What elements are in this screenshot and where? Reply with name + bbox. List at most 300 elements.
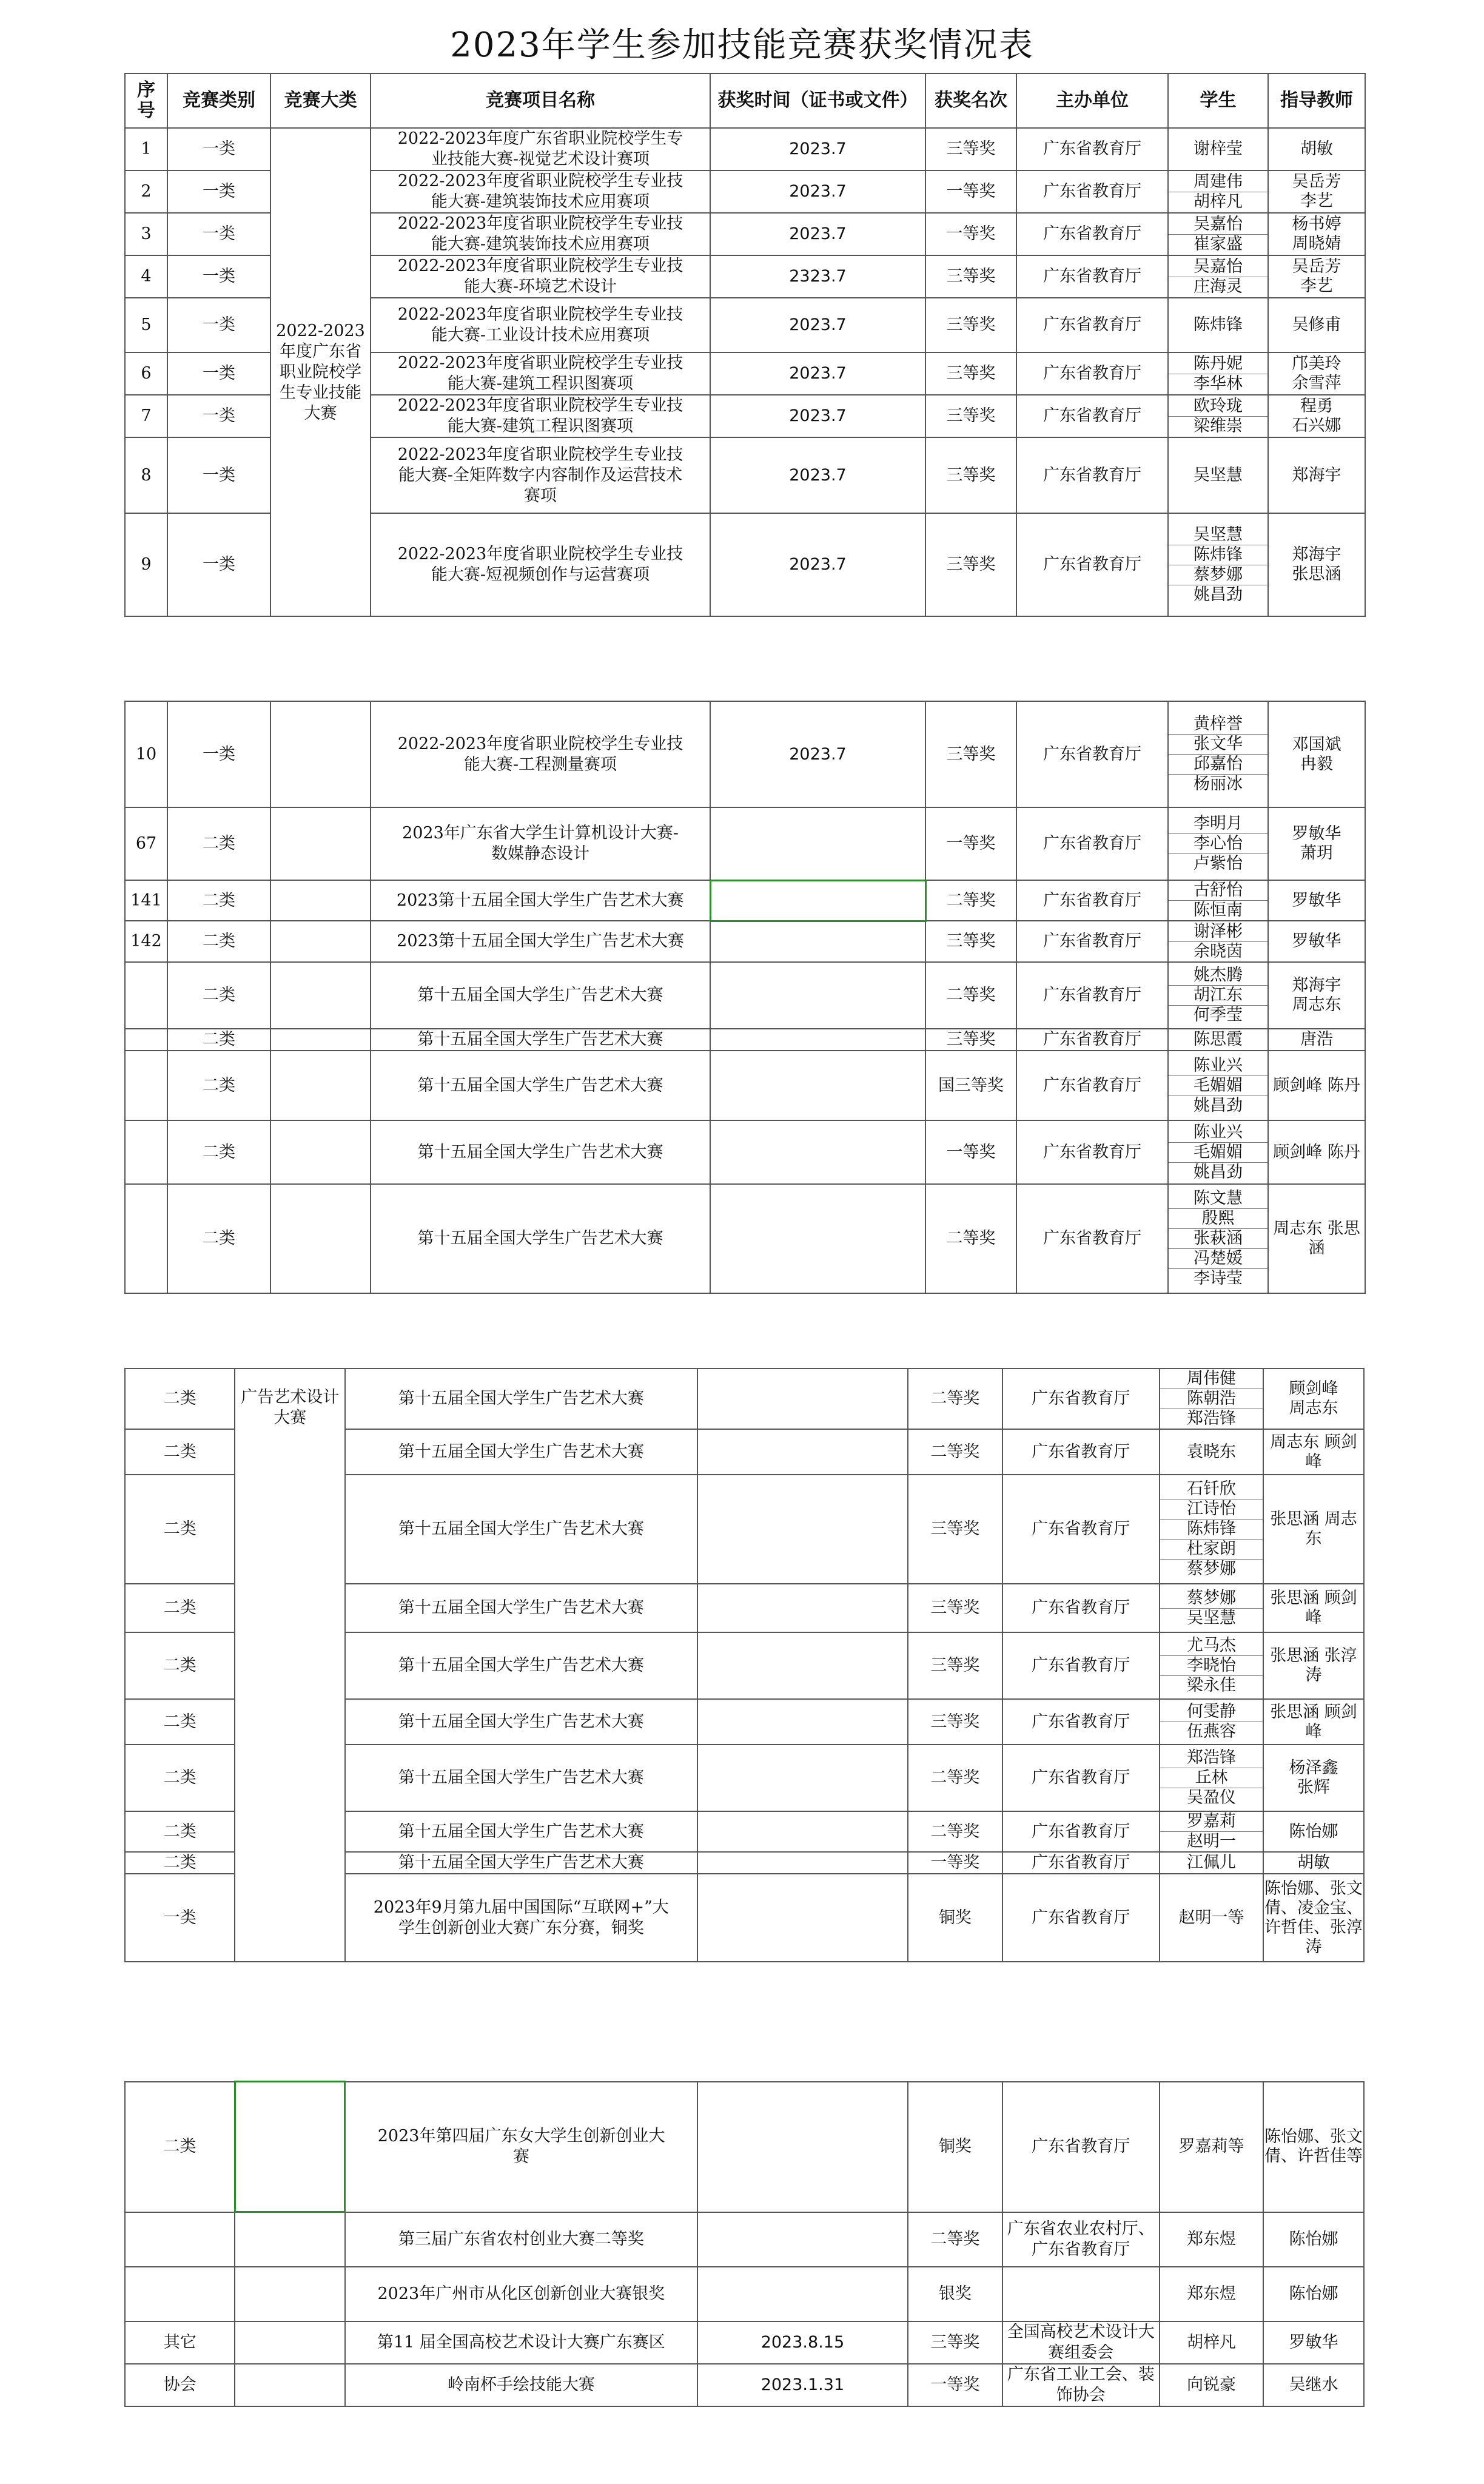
student-cell: [1168, 701, 1268, 807]
student-cell-entry: 杨丽冰: [1194, 775, 1243, 793]
project-name-cell: 2022-2023年度省职业院校学生专业技能大赛-工业设计技术应用赛项: [371, 298, 710, 352]
host-cell: [1002, 2267, 1160, 2321]
teacher-cell-entry: 吴岳芳: [1292, 172, 1341, 191]
rank-cell: 一等奖: [908, 1852, 1002, 1874]
time-cell: 2023.7: [710, 395, 925, 437]
teacher-cell-entry: 萧玥: [1300, 844, 1333, 863]
student-cell-entry: 李华林: [1194, 374, 1243, 393]
student-cell-entry: 谢泽彬: [1169, 922, 1267, 942]
teacher-cell-entry: 李艺: [1300, 192, 1333, 210]
rank-cell: 一等奖: [925, 807, 1016, 880]
project-name-cell: 第11 届全国高校艺术设计大赛广东赛区: [345, 2321, 697, 2364]
student-cell: [1168, 1184, 1268, 1293]
time-cell: 2023.7: [710, 298, 925, 352]
teacher-cell: [1268, 701, 1365, 807]
student-cell-entry: 周伟健: [1160, 1369, 1263, 1389]
rank-cell: 三等奖: [925, 1029, 1016, 1051]
rank-cell: 一等奖: [908, 2364, 1002, 2406]
time-cell: 2023.7: [710, 352, 925, 395]
student-cell: [1168, 1051, 1268, 1120]
time-cell: 2023.7: [710, 213, 925, 255]
teacher-cell: [1268, 437, 1365, 513]
time-cell: [710, 921, 925, 962]
teacher-cell: [1268, 255, 1365, 298]
student-cell-entry: 吴嘉怡: [1169, 215, 1267, 235]
category-cell: 二类: [167, 1029, 270, 1051]
student-cell-entry: 蔡梦娜: [1169, 565, 1267, 585]
host-cell: 广东省教育厅: [1016, 513, 1168, 616]
category-cell: 二类: [167, 1051, 270, 1120]
student-cell-entry: 陈丹妮: [1169, 354, 1267, 374]
student-cell: [1168, 298, 1268, 352]
teacher-cell-entry: 张思涵: [1292, 565, 1341, 584]
student-cell-entry: 李晓怡: [1160, 1656, 1263, 1676]
teacher-cell-entry: 郑海宇: [1292, 545, 1341, 564]
teacher-cell-entry: 陈怡娜: [1289, 2229, 1338, 2249]
host-cell: 广东省教育厅: [1016, 807, 1168, 880]
page-title: 2023年学生参加技能竞赛获奖情况表: [450, 25, 1034, 65]
time-cell: [697, 1811, 908, 1852]
teacher-cell: [1268, 1029, 1365, 1051]
project-name-cell: 岭南杯手绘技能大赛: [345, 2364, 697, 2406]
host-cell: 广东省教育厅: [1016, 1029, 1168, 1051]
seq-cell: [125, 1120, 167, 1184]
category-cell: 一类: [167, 128, 270, 170]
time-cell: [710, 1184, 925, 1293]
student-cell-entry: 杜家朗: [1160, 1540, 1263, 1560]
seq-cell: 7: [125, 395, 167, 437]
host-cell: 广东省教育厅: [1016, 170, 1168, 213]
student-cell-entry: 郑东煜: [1186, 2229, 1236, 2249]
student-cell-entry: 陈炜锋: [1194, 315, 1243, 334]
project-name-cell: 第十五届全国大学生广告艺术大赛: [345, 1852, 697, 1874]
category-cell: 协会: [125, 2364, 235, 2406]
project-name-cell: 2023第十五届全国大学生广告艺术大赛: [371, 880, 710, 921]
category-cell: 一类: [167, 513, 270, 616]
category-cell: 二类: [167, 880, 270, 921]
time-cell: [697, 1584, 908, 1632]
teacher-cell: [1268, 298, 1365, 352]
major-cell: [270, 1120, 371, 1184]
host-cell: 广东省教育厅: [1016, 962, 1168, 1029]
project-name-cell: 2022-2023年度广东省职业院校学生专业技能大赛-视觉艺术设计赛项: [371, 128, 710, 170]
student-cell-entry: 江佩儿: [1186, 1853, 1236, 1872]
student-cell-entry: 余晓茵: [1194, 941, 1243, 961]
category-cell: [125, 2267, 235, 2321]
awards-table-part-1: [124, 73, 1366, 617]
student-cell-entry: 陈思霞: [1194, 1030, 1243, 1049]
student-cell-entry: 江诗怡: [1160, 1499, 1263, 1520]
seq-cell: [125, 1029, 167, 1051]
project-name-cell: 第十五届全国大学生广告艺术大赛: [345, 1745, 697, 1811]
project-name-cell: 2022-2023年度省职业院校学生专业技能大赛-全矩阵数字内容制作及运营技术赛项: [371, 437, 710, 513]
project-name-cell: 第十五届全国大学生广告艺术大赛: [371, 962, 710, 1029]
time-cell: [697, 1852, 908, 1874]
student-cell-entry: 陈业兴: [1169, 1123, 1267, 1143]
student-cell-entry: 郑东煜: [1186, 2284, 1236, 2303]
student-cell-entry: 陈炜锋: [1160, 1520, 1263, 1540]
seq-cell: [125, 1184, 167, 1293]
teacher-cell-entry: 顾剑峰 陈丹: [1273, 1075, 1360, 1095]
teacher-cell: [1263, 1475, 1364, 1584]
student-cell-entry: 石钎欣: [1160, 1479, 1263, 1499]
header-teacher: 指导教师: [1268, 73, 1365, 128]
student-cell-entry: 丘林: [1160, 1768, 1263, 1788]
category-cell: 一类: [167, 255, 270, 298]
teacher-cell-entry: 余雪萍: [1292, 374, 1341, 392]
host-cell: 广东省教育厅: [1002, 1368, 1160, 1429]
teacher-cell-entry: 张思涵 顾剑峰: [1270, 1702, 1357, 1741]
teacher-cell: [1263, 2364, 1364, 2406]
teacher-cell-entry: 陈怡娜: [1289, 1822, 1338, 1841]
rank-cell: 国三等奖: [925, 1051, 1016, 1120]
student-cell: [1168, 1120, 1268, 1184]
student-cell-entry: 李明月: [1169, 814, 1267, 834]
teacher-cell-entry: 顾剑峰 陈丹: [1273, 1142, 1360, 1162]
seq-cell: 67: [125, 807, 167, 880]
table-row: [125, 2082, 1364, 2212]
teacher-cell-entry: 周志东: [1292, 995, 1341, 1014]
student-cell-entry: 梁维崇: [1194, 416, 1243, 436]
project-name-cell: 第十五届全国大学生广告艺术大赛: [345, 1699, 697, 1745]
table-row: [125, 2321, 1364, 2364]
table-section-4: [124, 2081, 1365, 2407]
project-name-cell: 2023年广州市从化区创新创业大赛银奖: [345, 2267, 697, 2321]
time-cell: [710, 880, 925, 921]
teacher-cell-entry: 周晓婧: [1292, 234, 1341, 253]
category-cell: 二类: [125, 1632, 235, 1699]
major-cell: [270, 962, 371, 1029]
teacher-cell-entry: 张思涵 张淳涛: [1270, 1646, 1357, 1685]
time-cell: [697, 2212, 908, 2267]
host-cell: 广东省教育厅: [1016, 352, 1168, 395]
student-cell: [1168, 513, 1268, 616]
rank-cell: 二等奖: [908, 1368, 1002, 1429]
rank-cell: 一等奖: [925, 213, 1016, 255]
project-name-cell: 第三届广东省农村创业大赛二等奖: [345, 2212, 697, 2267]
project-name-cell: 第十五届全国大学生广告艺术大赛: [345, 1429, 697, 1475]
student-cell-entry: 庄海灵: [1194, 277, 1243, 296]
teacher-cell: [1263, 1429, 1364, 1475]
teacher-cell-entry: 张思涵 周志东: [1270, 1510, 1357, 1548]
student-cell: [1160, 1874, 1263, 1962]
student-cell-entry: 黄梓誉: [1169, 715, 1267, 735]
header-project: 竞赛项目名称: [371, 73, 710, 128]
time-cell: 2023.7: [710, 513, 925, 616]
teacher-cell-entry: 吴岳芳: [1292, 257, 1341, 276]
table-row: [125, 2267, 1364, 2321]
category-cell: 二类: [167, 1184, 270, 1293]
teacher-cell-entry: 吴修甫: [1292, 315, 1341, 334]
rank-cell: 三等奖: [925, 298, 1016, 352]
table-row: [125, 962, 1365, 1029]
major-cell: [270, 1029, 371, 1051]
time-cell: 2023.7: [710, 170, 925, 213]
category-cell: 二类: [125, 1811, 235, 1852]
header-major: 竞赛大类: [270, 73, 371, 128]
student-cell-entry: 崔家盛: [1194, 234, 1243, 254]
project-name-cell: 2022-2023年度省职业院校学生专业技能大赛-短视频创作与运营赛项: [371, 513, 710, 616]
major-cell: [270, 701, 371, 807]
header-category: 竞赛类别: [167, 73, 270, 128]
rank-cell: 三等奖: [908, 1699, 1002, 1745]
table-section-2: [124, 701, 1365, 1294]
header-seq: 序号: [125, 73, 167, 128]
student-cell: [1168, 128, 1268, 170]
seq-cell: [125, 962, 167, 1029]
category-cell: 二类: [167, 921, 270, 962]
rank-cell: 三等奖: [925, 128, 1016, 170]
rank-cell: 三等奖: [925, 352, 1016, 395]
project-name-cell: 2022-2023年度省职业院校学生专业技能大赛-环境艺术设计: [371, 255, 710, 298]
student-cell-entry: 罗嘉莉: [1160, 1812, 1263, 1832]
rank-cell: 二等奖: [925, 962, 1016, 1029]
teacher-cell: [1268, 807, 1365, 880]
teacher-cell: [1268, 513, 1365, 616]
student-cell: [1160, 2212, 1263, 2267]
project-name-cell: 2022-2023年度省职业院校学生专业技能大赛-建筑工程识图赛项: [371, 395, 710, 437]
category-cell: 二类: [125, 1745, 235, 1811]
table-row: [125, 880, 1365, 921]
host-cell: 广东省农业农村厅、广东省教育厅: [1002, 2212, 1160, 2267]
rank-cell: 二等奖: [908, 1811, 1002, 1852]
project-name-cell: 第十五届全国大学生广告艺术大赛: [345, 1584, 697, 1632]
student-cell-entry: 姚杰腾: [1169, 966, 1267, 986]
student-cell: [1168, 255, 1268, 298]
rank-cell: 三等奖: [925, 513, 1016, 616]
time-cell: [710, 807, 925, 880]
teacher-cell-entry: 陈怡娜、张文倩、许哲佳等: [1264, 2127, 1363, 2166]
project-name-cell: 第十五届全国大学生广告艺术大赛: [345, 1475, 697, 1584]
student-cell-entry: 姚昌劲: [1194, 1162, 1243, 1182]
seq-cell: [125, 1051, 167, 1120]
student-cell-entry: 吴嘉怡: [1169, 257, 1267, 277]
teacher-cell: [1263, 1874, 1364, 1962]
host-cell: 广东省工业工会、装饰协会: [1002, 2364, 1160, 2406]
project-name-cell: 2023年9月第九届中国国际“互联网+”大学生创新创业大赛广东分赛，铜奖: [345, 1874, 697, 1962]
student-cell: [1168, 395, 1268, 437]
project-name-cell: 第十五届全国大学生广告艺术大赛: [345, 1632, 697, 1699]
rank-cell: 二等奖: [908, 2212, 1002, 2267]
section-1-body: [125, 128, 1365, 616]
host-cell: 广东省教育厅: [1016, 701, 1168, 807]
category-cell: 一类: [125, 1874, 235, 1962]
header-time: 获奖时间（证书或文件）: [710, 73, 925, 128]
student-cell-entry: 袁晓东: [1186, 1442, 1236, 1461]
time-cell: [710, 1051, 925, 1120]
section-4-body: [125, 2082, 1364, 2406]
student-cell-entry: 胡梓凡: [1194, 192, 1243, 211]
host-cell: 广东省教育厅: [1016, 1120, 1168, 1184]
teacher-cell: [1268, 880, 1365, 921]
seq-cell: 141: [125, 880, 167, 921]
host-cell: 广东省教育厅: [1016, 921, 1168, 962]
student-cell-entry: 吴盈仪: [1186, 1788, 1236, 1807]
project-name-cell: 第十五届全国大学生广告艺术大赛: [371, 1029, 710, 1051]
teacher-cell: [1263, 1584, 1364, 1632]
teacher-cell-entry: 杨泽鑫: [1289, 1759, 1338, 1777]
project-name-cell: 2022-2023年度省职业院校学生专业技能大赛-工程测量赛项: [371, 701, 710, 807]
category-cell: 一类: [167, 701, 270, 807]
student-cell-entry: 郑浩锋: [1160, 1748, 1263, 1768]
teacher-cell: [1263, 1368, 1364, 1429]
teacher-cell: [1268, 395, 1365, 437]
teacher-cell-entry: 罗敏华: [1292, 890, 1341, 910]
project-name-cell: 2022-2023年度省职业院校学生专业技能大赛-建筑工程识图赛项: [371, 352, 710, 395]
student-cell-entry: 何季莹: [1194, 1006, 1243, 1025]
host-cell: 广东省教育厅: [1016, 880, 1168, 921]
host-cell: 广东省教育厅: [1016, 395, 1168, 437]
section-3-body: [125, 1368, 1364, 1962]
student-cell: [1160, 1429, 1263, 1475]
seq-cell: 142: [125, 921, 167, 962]
teacher-cell-entry: 郑海宇: [1292, 976, 1341, 995]
major-cell: [235, 2364, 344, 2406]
student-cell-entry: 蔡梦娜: [1160, 1589, 1263, 1609]
teacher-cell: [1268, 1051, 1365, 1120]
teacher-cell-entry: 陈怡娜: [1289, 2284, 1338, 2303]
teacher-cell: [1263, 1852, 1364, 1874]
student-cell-entry: 蔡梦娜: [1186, 1560, 1236, 1578]
student-cell: [1168, 437, 1268, 513]
student-cell-entry: 毛媚媚: [1169, 1143, 1267, 1163]
seq-cell: 10: [125, 701, 167, 807]
category-cell: [125, 2212, 235, 2267]
time-cell: [710, 962, 925, 1029]
teacher-cell: [1263, 2267, 1364, 2321]
teacher-cell-entry: 邓国斌: [1292, 735, 1341, 754]
student-cell: [1160, 1475, 1263, 1584]
host-cell: 广东省教育厅: [1016, 128, 1168, 170]
teacher-cell-entry: 吴继水: [1289, 2375, 1338, 2394]
category-cell: 一类: [167, 352, 270, 395]
section-2-body: [125, 701, 1365, 1293]
category-cell: 一类: [167, 298, 270, 352]
student-cell-entry: 吴坚慧: [1186, 1608, 1236, 1627]
seq-cell: 5: [125, 298, 167, 352]
student-cell: [1160, 1811, 1263, 1852]
teacher-cell: [1263, 2212, 1364, 2267]
category-cell: 一类: [167, 170, 270, 213]
teacher-cell-entry: 胡敏: [1300, 140, 1333, 158]
student-cell-entry: 陈朝浩: [1160, 1389, 1263, 1409]
student-cell-entry: 尤马杰: [1160, 1636, 1263, 1656]
host-cell: 广东省教育厅: [1016, 437, 1168, 513]
table-row: [125, 1120, 1365, 1184]
teacher-cell-entry: 顾剑峰: [1289, 1379, 1338, 1398]
major-cell: [270, 807, 371, 880]
teacher-cell: [1268, 1120, 1365, 1184]
table-section-1: [124, 73, 1365, 617]
student-cell-entry: 张萩涵: [1169, 1229, 1267, 1249]
table-row: [125, 2364, 1364, 2406]
table-row: [125, 807, 1365, 880]
header-student: 学生: [1168, 73, 1268, 128]
project-name-cell: 2022-2023年度省职业院校学生专业技能大赛-建筑装饰技术应用赛项: [371, 170, 710, 213]
student-cell: [1168, 880, 1268, 921]
awards-table-part-4: [124, 2081, 1365, 2407]
rank-cell: 三等奖: [925, 437, 1016, 513]
category-cell: 其它: [125, 2321, 235, 2364]
student-cell-entry: 赵明一: [1186, 1832, 1236, 1851]
project-name-cell: 第十五届全国大学生广告艺术大赛: [345, 1368, 697, 1429]
teacher-cell-entry: 石兴娜: [1292, 416, 1341, 435]
time-cell: [697, 1632, 908, 1699]
seq-cell: 1: [125, 128, 167, 170]
project-name-cell: 第十五届全国大学生广告艺术大赛: [371, 1051, 710, 1120]
teacher-cell: [1268, 1184, 1365, 1293]
teacher-cell-entry: 郑海宇: [1292, 465, 1341, 485]
teacher-cell: [1268, 128, 1365, 170]
teacher-cell-entry: 胡敏: [1297, 1853, 1331, 1872]
major-cell: 广告艺术设计大赛: [235, 1368, 344, 1962]
major-cell: [270, 880, 371, 921]
category-cell: 二类: [125, 1475, 235, 1584]
student-cell-entry: 冯楚媛: [1169, 1249, 1267, 1269]
awards-table-part-3: [124, 1368, 1365, 1962]
table-row: [125, 701, 1365, 807]
seq-cell: 6: [125, 352, 167, 395]
time-cell: [697, 1745, 908, 1811]
host-cell: 广东省教育厅: [1016, 1051, 1168, 1120]
project-name-cell: 第十五届全国大学生广告艺术大赛: [345, 1811, 697, 1852]
student-cell-entry: 姚昌劲: [1194, 585, 1243, 604]
time-cell: [697, 2267, 908, 2321]
rank-cell: 三等奖: [925, 921, 1016, 962]
student-cell-entry: 梁永佳: [1186, 1676, 1236, 1695]
student-cell: [1160, 2364, 1263, 2406]
student-cell: [1160, 1852, 1263, 1874]
category-cell: 二类: [167, 1120, 270, 1184]
awards-table-part-2: [124, 701, 1366, 1294]
host-cell: 广东省教育厅: [1002, 1745, 1160, 1811]
student-cell: [1168, 170, 1268, 213]
major-cell: [235, 2321, 344, 2364]
student-cell: [1160, 2267, 1263, 2321]
rank-cell: 一等奖: [925, 170, 1016, 213]
teacher-cell: [1263, 1811, 1364, 1852]
major-cell: [235, 2082, 344, 2212]
host-cell: 广东省教育厅: [1002, 1429, 1160, 1475]
student-cell-entry: 吴坚慧: [1194, 465, 1243, 485]
teacher-cell-entry: 罗敏华: [1292, 824, 1341, 843]
host-cell: 广东省教育厅: [1002, 2082, 1160, 2212]
student-cell-entry: 何雯静: [1160, 1702, 1263, 1722]
teacher-cell: [1263, 2082, 1364, 2212]
project-name-cell: 2023年第四届广东女大学生创新创业大赛: [345, 2082, 697, 2212]
student-cell-entry: 张文华: [1169, 735, 1267, 755]
category-cell: 二类: [125, 1584, 235, 1632]
rank-cell: 三等奖: [908, 1475, 1002, 1584]
student-cell-entry: 陈炜锋: [1169, 545, 1267, 565]
host-cell: 广东省教育厅: [1002, 1584, 1160, 1632]
host-cell: 全国高校艺术设计大赛组委会: [1002, 2321, 1160, 2364]
teacher-cell: [1268, 213, 1365, 255]
student-cell-entry: 陈恒南: [1194, 901, 1243, 920]
table-row: [125, 1051, 1365, 1120]
time-cell: 2023.1.31: [697, 2364, 908, 2406]
table-row: [125, 1029, 1365, 1051]
rank-cell: 铜奖: [908, 1874, 1002, 1962]
student-cell-entry: 李诗莹: [1194, 1269, 1243, 1288]
student-cell-entry: 古舒怡: [1169, 881, 1267, 901]
student-cell: [1160, 1632, 1263, 1699]
student-cell-entry: 卢紫怡: [1194, 854, 1243, 873]
category-cell: 二类: [125, 1429, 235, 1475]
student-cell-entry: 姚昌劲: [1194, 1096, 1243, 1115]
host-cell: 广东省教育厅: [1002, 1811, 1160, 1852]
student-cell-entry: 胡梓凡: [1186, 2332, 1236, 2352]
